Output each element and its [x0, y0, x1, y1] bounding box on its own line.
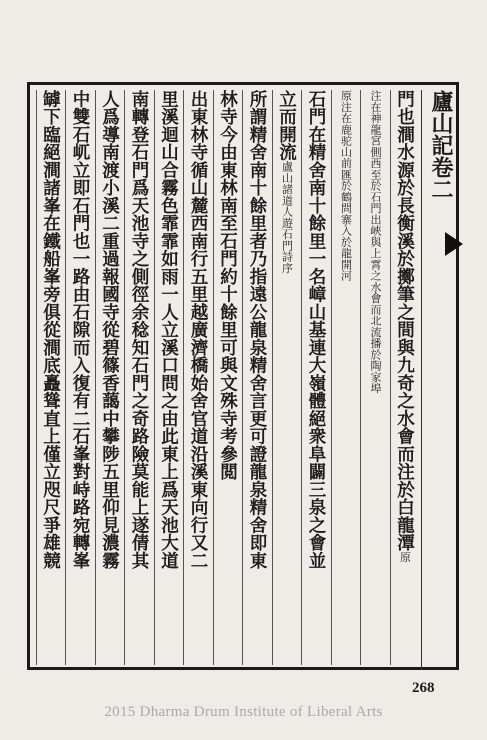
text-column [391, 90, 419, 563]
column-rule [301, 90, 302, 665]
column-text: 門也澗水源於長衡溪於擲筆之間與九奇之水會而注於白龍潭 [394, 90, 415, 552]
column-text: 出東林寺循山麓西南行五里越廣濟橋始舍官道沿溪東向行又二 [188, 90, 208, 570]
text-column [125, 90, 153, 569]
column-text: 立而開流 [276, 90, 297, 161]
header-volume: 卷二 [428, 156, 454, 200]
column-rule [183, 90, 184, 665]
column-text: 石門在精舍南十餘里一名嶂山基連大嶺體絕衆阜闢三泉之會並 [306, 90, 326, 570]
text-column [332, 90, 360, 281]
column-rule [390, 90, 391, 665]
column-text: 人爲導南渡小溪二重過報國寺從碧篠香藹中攀陟五里仰見濃霧 [99, 90, 120, 570]
text-column [243, 90, 271, 569]
text-column [184, 90, 212, 569]
column-text: 里溪迴山合霧色霏霏如雨一人立溪口問之由此東上爲天池大道 [158, 90, 179, 570]
watermark: 2015 Dharma Drum Institute of Liberal Arts [104, 704, 383, 720]
column-rule [272, 90, 273, 665]
page-number: 268 [412, 680, 435, 696]
text-column [66, 90, 94, 569]
column-rule [242, 90, 243, 665]
text-column [37, 90, 65, 569]
column-note: 盧山諸道人遊石門詩序 [280, 161, 294, 274]
running-header [428, 90, 454, 200]
column-text: 罅下臨絕澗諸峯在鐵船峯旁俱從澗底矗聳直上僅立咫尺爭雄競 [40, 90, 61, 570]
column-text: 所謂精舍南十餘里者乃指遠公龍泉精舍言更可證龍泉精舍即東 [247, 90, 267, 570]
text-column [214, 90, 242, 481]
column-text: 中雙石屼立即石門也一路由石隙而入復有二石峯對峙路宛轉峯 [70, 90, 90, 570]
column-note: 注在神龍宮側西至於石門出峽與上霄之水會而北流播於陶家埠 [369, 90, 382, 394]
text-column [302, 90, 330, 569]
column-note: 原 [398, 551, 412, 563]
column-text: 南轉登石門爲天池寺之側徑余稔知石門之奇路險莫能上遂倩其 [129, 90, 149, 570]
column-rule [360, 90, 361, 665]
column-rule [331, 90, 332, 665]
text-column [96, 90, 124, 569]
column-note: 原注在鹿驼山前匯於鶴問寨入於龍開河 [339, 90, 353, 282]
header-title: 廬山記 [428, 90, 454, 156]
text-column [155, 90, 183, 569]
text-column [273, 90, 301, 274]
column-rule [154, 90, 155, 665]
column-text: 林寺今由東林南至石門約十餘里可與文殊寺考參閲 [217, 90, 238, 481]
column-rule [65, 90, 66, 665]
column-rule [36, 90, 37, 665]
text-column [361, 90, 389, 394]
column-rule [124, 90, 125, 665]
column-rule [213, 90, 214, 665]
column-rule [95, 90, 96, 665]
fold-mark-icon [445, 232, 463, 256]
